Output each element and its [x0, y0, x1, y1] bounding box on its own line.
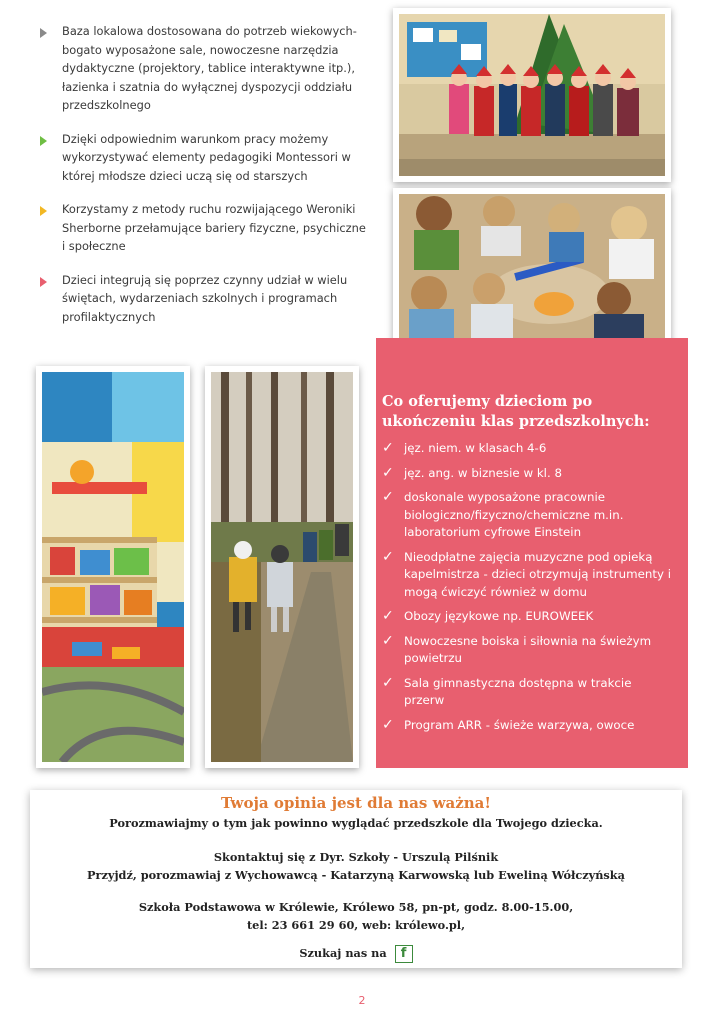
- offer-item: [382, 549, 672, 602]
- feature-item: [38, 200, 368, 256]
- photo-christmas-group: [393, 8, 671, 182]
- feature-text: Korzystamy z metody ruchu rozwijającego Weroniki Sherborne przełamujące bariery fizyczne, psychiczne i społeczne: [62, 202, 366, 253]
- offer-item: [382, 633, 672, 668]
- contact-line: Przyjdź, porozmawiaj z Wychowawcą - Katarzyną Karwowską lub Eweliną Wółczyńską: [87, 868, 625, 882]
- contact-headline: Twoja opinia jest dla nas ważna!: [221, 794, 491, 812]
- feature-text: Baza lokalowa dostosowana do potrzeb wiekowych- bogato wyposażone sale, nowoczesne narzędzia dydaktyczne (projektory, tablice interaktywne itp.), łazienka i szatnia do wyłącznej dyspozycji oddziału przedszkolnego: [62, 24, 357, 112]
- contact-line: tel: 23 661 29 60, web: królewo.pl,: [246, 918, 466, 932]
- offer-panel: [376, 338, 688, 768]
- offer-item: [382, 489, 672, 542]
- feature-item: [38, 271, 368, 327]
- check-icon: ✓: [382, 716, 394, 733]
- offer-item-text: Program ARR - świeże warzywa, owoce: [404, 717, 635, 732]
- facebook-icon[interactable]: f: [395, 945, 413, 963]
- page-number: 2: [358, 994, 366, 1007]
- feature-text: Dzięki odpowiednim warunkom pracy możemy wykorzystywać elementy pedagogiki Montessori w której młodsze dzieci uczą się od starszych: [62, 131, 351, 183]
- offer-item-text: doskonale wyposażone pracownie biologiczno/fizyczno/chemiczne m.in. laboratorium cyfrowe Einstein: [404, 490, 624, 539]
- contact-line-facebook: [30, 944, 682, 963]
- photo-forest-walk: [205, 366, 359, 768]
- contact-box: [30, 790, 682, 968]
- offer-list: [382, 440, 672, 734]
- offer-item: [382, 608, 672, 626]
- bullet-triangle-icon: [40, 136, 47, 146]
- offer-item-text: Nieodpłatne zajęcia muzyczne pod opieką kapelmistrza - dzieci otrzymują instrumenty i mogą ćwiczyć również w domu: [404, 549, 671, 599]
- offer-item: [382, 465, 672, 483]
- offer-item-text: jęz. ang. w biznesie w kl. 8: [404, 465, 562, 480]
- offer-item: [382, 717, 672, 735]
- facebook-prompt: Szukaj nas na: [299, 946, 387, 960]
- check-icon: ✓: [382, 464, 394, 481]
- contact-line: Szkoła Podstawowa w Królewie, Królewo 58, pn-pt, godz. 8.00-15.00,: [138, 900, 574, 914]
- offer-item-text: Obozy językowe np. EUROWEEK: [404, 609, 594, 623]
- check-icon: ✓: [382, 489, 394, 505]
- offer-item-text: Nowoczesne boiska i siłownia na świeżym powietrzu: [404, 633, 652, 665]
- offer-item-text: Sala gimnastyczna dostępna w trakcie przerw: [404, 675, 632, 707]
- offer-heading: Co oferujemy dzieciom po ukończeniu klas przedszkolnych:: [382, 393, 650, 430]
- photo-kids-activity: [393, 188, 671, 358]
- feature-text: Dzieci integrują się poprzez czynny udział w wielu świętach, wydarzeniach szkolnych i programach profilaktycznych: [62, 272, 348, 324]
- bullet-triangle-icon: [40, 28, 47, 38]
- check-icon: ✓: [382, 548, 394, 565]
- feature-item: [38, 22, 368, 115]
- feature-list: [38, 22, 368, 341]
- offer-item-text: jęz. niem. w klasach 4-6: [404, 441, 547, 455]
- feature-item: [38, 130, 368, 186]
- check-icon: ✓: [382, 632, 394, 649]
- check-icon: ✓: [382, 440, 394, 456]
- check-icon: ✓: [382, 608, 394, 624]
- offer-item: [382, 675, 672, 710]
- contact-line: Porozmawiajmy o tym jak powinno wyglądać przedszkole dla Twojego dziecka.: [109, 816, 603, 830]
- photo-classroom-toys: [36, 366, 190, 768]
- offer-item: [382, 440, 672, 458]
- bullet-triangle-icon: [40, 277, 47, 287]
- check-icon: ✓: [382, 674, 394, 691]
- contact-line: Skontaktuj się z Dyr. Szkoły - Urszulą Pilśnik: [213, 850, 499, 864]
- bullet-triangle-icon: [40, 206, 47, 216]
